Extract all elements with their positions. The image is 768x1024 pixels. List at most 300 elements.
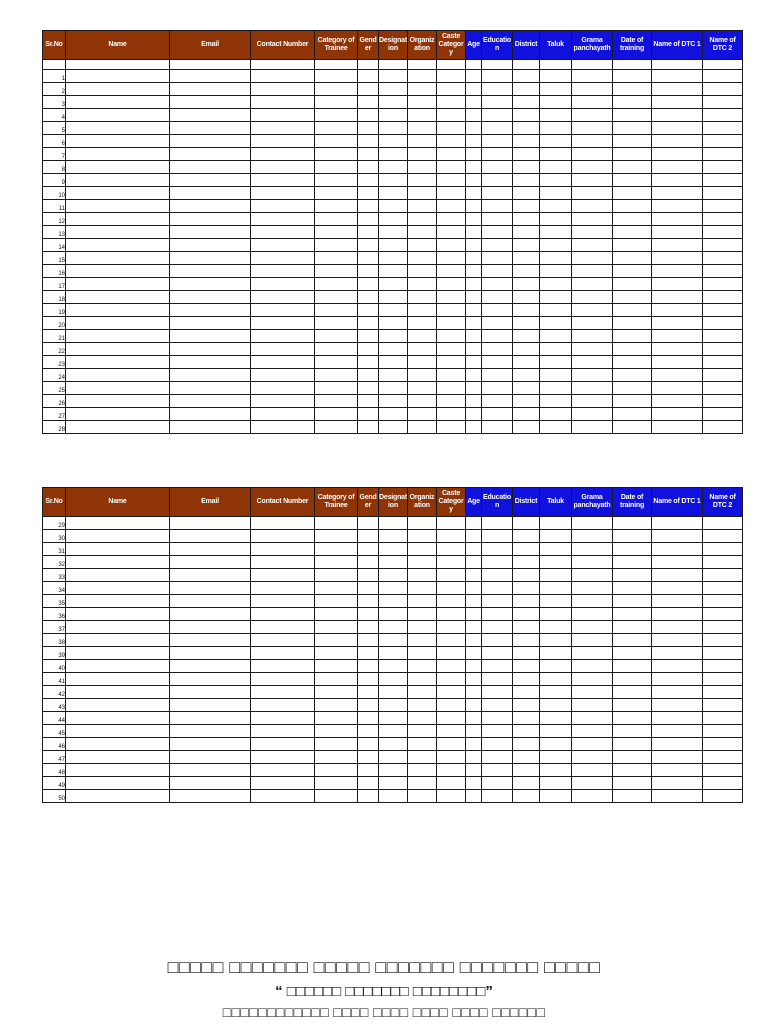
entry-cell[interactable] xyxy=(572,213,613,226)
entry-cell[interactable] xyxy=(540,135,572,148)
entry-cell[interactable] xyxy=(437,673,466,686)
entry-cell[interactable] xyxy=(379,421,408,434)
entry-cell[interactable] xyxy=(482,777,513,790)
entry-cell[interactable] xyxy=(379,122,408,135)
entry-cell[interactable] xyxy=(482,317,513,330)
entry-cell[interactable] xyxy=(482,226,513,239)
entry-cell[interactable] xyxy=(379,135,408,148)
entry-cell[interactable] xyxy=(613,621,652,634)
entry-cell[interactable] xyxy=(251,530,315,543)
entry-cell[interactable] xyxy=(358,647,379,660)
entry-cell[interactable] xyxy=(513,634,540,647)
entry-cell[interactable] xyxy=(613,569,652,582)
entry-cell[interactable] xyxy=(66,517,170,530)
entry-cell[interactable] xyxy=(170,595,251,608)
col-header-district[interactable]: District xyxy=(513,488,540,517)
entry-cell[interactable] xyxy=(379,777,408,790)
entry-cell[interactable] xyxy=(466,634,482,647)
entry-cell[interactable] xyxy=(613,369,652,382)
entry-cell[interactable] xyxy=(613,686,652,699)
entry-cell[interactable] xyxy=(703,608,743,621)
entry-cell[interactable] xyxy=(466,530,482,543)
entry-cell[interactable] xyxy=(652,330,703,343)
entry-cell[interactable] xyxy=(572,187,613,200)
entry-cell[interactable] xyxy=(358,343,379,356)
entry-cell[interactable] xyxy=(408,408,437,421)
entry-cell[interactable] xyxy=(315,790,358,803)
entry-cell[interactable] xyxy=(251,109,315,122)
entry-cell[interactable] xyxy=(379,530,408,543)
entry-cell[interactable] xyxy=(358,83,379,96)
col-header-designation[interactable]: Designat ion xyxy=(379,31,408,60)
entry-cell[interactable] xyxy=(513,725,540,738)
entry-cell[interactable] xyxy=(358,751,379,764)
entry-cell[interactable] xyxy=(466,226,482,239)
entry-cell[interactable] xyxy=(66,647,170,660)
col-header-caste-category[interactable]: Caste Categor y xyxy=(437,488,466,517)
entry-cell[interactable] xyxy=(358,738,379,751)
entry-cell[interactable] xyxy=(652,595,703,608)
entry-cell[interactable] xyxy=(613,790,652,803)
entry-cell[interactable] xyxy=(572,239,613,252)
entry-cell[interactable] xyxy=(703,764,743,777)
entry-cell[interactable] xyxy=(613,421,652,434)
entry-cell[interactable] xyxy=(251,408,315,421)
entry-cell[interactable] xyxy=(540,790,572,803)
entry-cell[interactable] xyxy=(251,213,315,226)
entry-cell[interactable] xyxy=(540,96,572,109)
entry-cell[interactable] xyxy=(513,122,540,135)
entry-cell[interactable] xyxy=(482,608,513,621)
entry-cell[interactable] xyxy=(572,673,613,686)
entry-cell[interactable] xyxy=(613,582,652,595)
entry-cell[interactable] xyxy=(482,148,513,161)
entry-cell[interactable] xyxy=(652,408,703,421)
entry-cell[interactable] xyxy=(315,343,358,356)
entry-cell[interactable] xyxy=(482,291,513,304)
col-header-email[interactable]: Email xyxy=(170,488,251,517)
entry-cell[interactable] xyxy=(540,356,572,369)
entry-cell[interactable] xyxy=(513,530,540,543)
entry-cell[interactable] xyxy=(379,673,408,686)
entry-cell[interactable] xyxy=(251,777,315,790)
entry-cell[interactable] xyxy=(513,187,540,200)
entry-cell[interactable] xyxy=(513,660,540,673)
entry-cell[interactable] xyxy=(466,660,482,673)
entry-cell[interactable] xyxy=(482,556,513,569)
entry-cell[interactable] xyxy=(613,738,652,751)
entry-cell[interactable] xyxy=(170,200,251,213)
entry-cell[interactable] xyxy=(437,556,466,569)
entry-cell[interactable] xyxy=(513,408,540,421)
entry-cell[interactable] xyxy=(170,634,251,647)
entry-cell[interactable] xyxy=(66,369,170,382)
entry-cell[interactable] xyxy=(66,187,170,200)
entry-cell[interactable] xyxy=(437,265,466,278)
entry-cell[interactable] xyxy=(408,252,437,265)
entry-cell[interactable] xyxy=(66,699,170,712)
entry-cell[interactable] xyxy=(408,751,437,764)
entry-cell[interactable] xyxy=(513,109,540,122)
entry-cell[interactable] xyxy=(358,265,379,278)
entry-cell[interactable] xyxy=(572,382,613,395)
entry-cell[interactable] xyxy=(251,582,315,595)
entry-cell[interactable] xyxy=(379,109,408,122)
entry-cell[interactable] xyxy=(652,135,703,148)
entry-cell[interactable] xyxy=(170,187,251,200)
entry-cell[interactable] xyxy=(379,382,408,395)
entry-cell[interactable] xyxy=(408,161,437,174)
entry-cell[interactable] xyxy=(613,712,652,725)
entry-cell[interactable] xyxy=(652,356,703,369)
entry-cell[interactable] xyxy=(437,70,466,83)
entry-cell[interactable] xyxy=(315,530,358,543)
entry-cell[interactable] xyxy=(652,777,703,790)
entry-cell[interactable] xyxy=(315,699,358,712)
entry-cell[interactable] xyxy=(170,686,251,699)
entry-cell[interactable] xyxy=(170,712,251,725)
entry-cell[interactable] xyxy=(540,569,572,582)
entry-cell[interactable] xyxy=(358,673,379,686)
entry-cell[interactable] xyxy=(703,278,743,291)
entry-cell[interactable] xyxy=(540,369,572,382)
entry-cell[interactable] xyxy=(379,608,408,621)
entry-cell[interactable] xyxy=(572,777,613,790)
entry-cell[interactable] xyxy=(466,239,482,252)
entry-cell[interactable] xyxy=(652,530,703,543)
entry-cell[interactable] xyxy=(613,122,652,135)
entry-cell[interactable] xyxy=(540,252,572,265)
entry-cell[interactable] xyxy=(66,725,170,738)
entry-cell[interactable] xyxy=(251,200,315,213)
entry-cell[interactable] xyxy=(703,174,743,187)
entry-cell[interactable] xyxy=(703,304,743,317)
entry-cell[interactable] xyxy=(437,621,466,634)
entry-cell[interactable] xyxy=(437,634,466,647)
entry-cell[interactable] xyxy=(170,252,251,265)
entry-cell[interactable] xyxy=(466,408,482,421)
entry-cell[interactable] xyxy=(482,725,513,738)
entry-cell[interactable] xyxy=(170,764,251,777)
entry-cell[interactable] xyxy=(251,382,315,395)
entry-cell[interactable] xyxy=(315,369,358,382)
entry-cell[interactable] xyxy=(408,595,437,608)
entry-cell[interactable] xyxy=(251,790,315,803)
entry-cell[interactable] xyxy=(437,582,466,595)
entry-cell[interactable] xyxy=(466,291,482,304)
entry-cell[interactable] xyxy=(379,738,408,751)
entry-cell[interactable] xyxy=(613,517,652,530)
entry-cell[interactable] xyxy=(170,647,251,660)
entry-cell[interactable] xyxy=(408,517,437,530)
entry-cell[interactable] xyxy=(513,330,540,343)
entry-cell[interactable] xyxy=(703,421,743,434)
entry-cell[interactable] xyxy=(513,135,540,148)
entry-cell[interactable] xyxy=(358,686,379,699)
entry-cell[interactable] xyxy=(613,647,652,660)
entry-cell[interactable] xyxy=(66,634,170,647)
entry-cell[interactable] xyxy=(540,543,572,556)
entry-cell[interactable] xyxy=(379,699,408,712)
entry-cell[interactable] xyxy=(513,777,540,790)
entry-cell[interactable] xyxy=(408,200,437,213)
entry-cell[interactable] xyxy=(482,673,513,686)
entry-cell[interactable] xyxy=(358,148,379,161)
entry-cell[interactable] xyxy=(358,135,379,148)
entry-cell[interactable] xyxy=(170,582,251,595)
entry-cell[interactable] xyxy=(251,265,315,278)
entry-cell[interactable] xyxy=(315,96,358,109)
entry-cell[interactable] xyxy=(703,70,743,83)
entry-cell[interactable] xyxy=(437,161,466,174)
entry-cell[interactable] xyxy=(358,408,379,421)
entry-cell[interactable] xyxy=(572,135,613,148)
entry-cell[interactable] xyxy=(703,382,743,395)
entry-cell[interactable] xyxy=(315,608,358,621)
entry-cell[interactable] xyxy=(703,148,743,161)
entry-cell[interactable] xyxy=(437,317,466,330)
entry-cell[interactable] xyxy=(613,252,652,265)
entry-cell[interactable] xyxy=(66,764,170,777)
entry-cell[interactable] xyxy=(482,356,513,369)
entry-cell[interactable] xyxy=(315,660,358,673)
entry-cell[interactable] xyxy=(540,187,572,200)
entry-cell[interactable] xyxy=(437,213,466,226)
entry-cell[interactable] xyxy=(652,543,703,556)
entry-cell[interactable] xyxy=(540,738,572,751)
entry-cell[interactable] xyxy=(466,317,482,330)
entry-cell[interactable] xyxy=(358,569,379,582)
entry-cell[interactable] xyxy=(379,686,408,699)
entry-cell[interactable] xyxy=(703,751,743,764)
entry-cell[interactable] xyxy=(408,699,437,712)
entry-cell[interactable] xyxy=(572,530,613,543)
entry-cell[interactable] xyxy=(251,608,315,621)
entry-cell[interactable] xyxy=(66,200,170,213)
entry-cell[interactable] xyxy=(379,647,408,660)
entry-cell[interactable] xyxy=(572,161,613,174)
entry-cell[interactable] xyxy=(66,70,170,83)
entry-cell[interactable] xyxy=(170,330,251,343)
entry-cell[interactable] xyxy=(572,764,613,777)
entry-cell[interactable] xyxy=(703,660,743,673)
entry-cell[interactable] xyxy=(251,647,315,660)
entry-cell[interactable] xyxy=(466,356,482,369)
col-header-name-of-dtc-1[interactable]: Name of DTC 1 xyxy=(652,31,703,60)
entry-cell[interactable] xyxy=(572,148,613,161)
col-header-gender[interactable]: Gend er xyxy=(358,488,379,517)
entry-cell[interactable] xyxy=(652,291,703,304)
entry-cell[interactable] xyxy=(572,200,613,213)
entry-cell[interactable] xyxy=(170,621,251,634)
entry-cell[interactable] xyxy=(251,621,315,634)
entry-cell[interactable] xyxy=(315,582,358,595)
entry-cell[interactable] xyxy=(437,608,466,621)
entry-cell[interactable] xyxy=(379,712,408,725)
entry-cell[interactable] xyxy=(703,291,743,304)
entry-cell[interactable] xyxy=(482,582,513,595)
entry-cell[interactable] xyxy=(170,304,251,317)
entry-cell[interactable] xyxy=(466,395,482,408)
entry-cell[interactable] xyxy=(358,226,379,239)
entry-cell[interactable] xyxy=(358,621,379,634)
entry-cell[interactable] xyxy=(358,764,379,777)
entry-cell[interactable] xyxy=(540,291,572,304)
entry-cell[interactable] xyxy=(315,556,358,569)
entry-cell[interactable] xyxy=(358,213,379,226)
entry-cell[interactable] xyxy=(540,777,572,790)
entry-cell[interactable] xyxy=(315,569,358,582)
entry-cell[interactable] xyxy=(652,304,703,317)
entry-cell[interactable] xyxy=(613,187,652,200)
entry-cell[interactable] xyxy=(408,660,437,673)
entry-cell[interactable] xyxy=(652,252,703,265)
entry-cell[interactable] xyxy=(437,382,466,395)
entry-cell[interactable] xyxy=(703,582,743,595)
entry-cell[interactable] xyxy=(572,70,613,83)
entry-cell[interactable] xyxy=(358,421,379,434)
entry-cell[interactable] xyxy=(652,647,703,660)
entry-cell[interactable] xyxy=(315,595,358,608)
entry-cell[interactable] xyxy=(358,712,379,725)
entry-cell[interactable] xyxy=(315,686,358,699)
entry-cell[interactable] xyxy=(315,621,358,634)
entry-cell[interactable] xyxy=(315,304,358,317)
entry-cell[interactable] xyxy=(408,686,437,699)
entry-cell[interactable] xyxy=(379,582,408,595)
entry-cell[interactable] xyxy=(251,135,315,148)
entry-cell[interactable] xyxy=(437,200,466,213)
entry-cell[interactable] xyxy=(613,699,652,712)
entry-cell[interactable] xyxy=(170,608,251,621)
entry-cell[interactable] xyxy=(482,738,513,751)
entry-cell[interactable] xyxy=(513,304,540,317)
entry-cell[interactable] xyxy=(437,764,466,777)
entry-cell[interactable] xyxy=(652,621,703,634)
entry-cell[interactable] xyxy=(66,543,170,556)
entry-cell[interactable] xyxy=(513,738,540,751)
entry-cell[interactable] xyxy=(652,699,703,712)
entry-cell[interactable] xyxy=(613,330,652,343)
entry-cell[interactable] xyxy=(170,109,251,122)
entry-cell[interactable] xyxy=(358,595,379,608)
entry-cell[interactable] xyxy=(572,647,613,660)
entry-cell[interactable] xyxy=(66,122,170,135)
entry-cell[interactable] xyxy=(540,686,572,699)
entry-cell[interactable] xyxy=(482,109,513,122)
entry-cell[interactable] xyxy=(482,543,513,556)
entry-cell[interactable] xyxy=(251,278,315,291)
entry-cell[interactable] xyxy=(572,174,613,187)
entry-cell[interactable] xyxy=(170,265,251,278)
entry-cell[interactable] xyxy=(613,382,652,395)
entry-cell[interactable] xyxy=(652,517,703,530)
entry-cell[interactable] xyxy=(613,556,652,569)
entry-cell[interactable] xyxy=(437,109,466,122)
entry-cell[interactable] xyxy=(466,278,482,291)
entry-cell[interactable] xyxy=(358,239,379,252)
entry-cell[interactable] xyxy=(652,226,703,239)
entry-cell[interactable] xyxy=(613,226,652,239)
entry-cell[interactable] xyxy=(408,213,437,226)
entry-cell[interactable] xyxy=(358,109,379,122)
entry-cell[interactable] xyxy=(66,530,170,543)
entry-cell[interactable] xyxy=(572,122,613,135)
entry-cell[interactable] xyxy=(379,556,408,569)
entry-cell[interactable] xyxy=(482,382,513,395)
entry-cell[interactable] xyxy=(652,738,703,751)
entry-cell[interactable] xyxy=(482,621,513,634)
entry-cell[interactable] xyxy=(572,621,613,634)
entry-cell[interactable] xyxy=(513,712,540,725)
entry-cell[interactable] xyxy=(408,135,437,148)
entry-cell[interactable] xyxy=(358,200,379,213)
entry-cell[interactable] xyxy=(466,200,482,213)
entry-cell[interactable] xyxy=(613,343,652,356)
col-header-gender[interactable]: Gend er xyxy=(358,31,379,60)
entry-cell[interactable] xyxy=(170,122,251,135)
entry-cell[interactable] xyxy=(613,174,652,187)
entry-cell[interactable] xyxy=(379,395,408,408)
entry-cell[interactable] xyxy=(572,421,613,434)
entry-cell[interactable] xyxy=(652,70,703,83)
entry-cell[interactable] xyxy=(66,174,170,187)
entry-cell[interactable] xyxy=(66,96,170,109)
entry-cell[interactable] xyxy=(437,517,466,530)
entry-cell[interactable] xyxy=(613,278,652,291)
entry-cell[interactable] xyxy=(482,200,513,213)
entry-cell[interactable] xyxy=(540,395,572,408)
entry-cell[interactable] xyxy=(170,421,251,434)
entry-cell[interactable] xyxy=(437,790,466,803)
entry-cell[interactable] xyxy=(466,343,482,356)
entry-cell[interactable] xyxy=(66,712,170,725)
entry-cell[interactable] xyxy=(572,317,613,330)
entry-cell[interactable] xyxy=(437,421,466,434)
entry-cell[interactable] xyxy=(466,109,482,122)
entry-cell[interactable] xyxy=(408,109,437,122)
entry-cell[interactable] xyxy=(652,608,703,621)
entry-cell[interactable] xyxy=(379,291,408,304)
col-header-taluk[interactable]: Taluk xyxy=(540,31,572,60)
entry-cell[interactable] xyxy=(358,317,379,330)
entry-cell[interactable] xyxy=(513,382,540,395)
entry-cell[interactable] xyxy=(572,699,613,712)
entry-cell[interactable] xyxy=(379,343,408,356)
entry-cell[interactable] xyxy=(572,725,613,738)
entry-cell[interactable] xyxy=(703,790,743,803)
entry-cell[interactable] xyxy=(66,777,170,790)
entry-cell[interactable] xyxy=(572,790,613,803)
entry-cell[interactable] xyxy=(379,317,408,330)
entry-cell[interactable] xyxy=(66,421,170,434)
entry-cell[interactable] xyxy=(513,790,540,803)
entry-cell[interactable] xyxy=(572,543,613,556)
entry-cell[interactable] xyxy=(482,161,513,174)
entry-cell[interactable] xyxy=(315,777,358,790)
entry-cell[interactable] xyxy=(170,226,251,239)
entry-cell[interactable] xyxy=(66,83,170,96)
entry-cell[interactable] xyxy=(358,395,379,408)
entry-cell[interactable] xyxy=(652,790,703,803)
entry-cell[interactable] xyxy=(379,330,408,343)
entry-cell[interactable] xyxy=(513,96,540,109)
col-header-organization[interactable]: Organiz ation xyxy=(408,31,437,60)
entry-cell[interactable] xyxy=(437,148,466,161)
entry-cell[interactable] xyxy=(652,122,703,135)
entry-cell[interactable] xyxy=(66,291,170,304)
entry-cell[interactable] xyxy=(466,556,482,569)
